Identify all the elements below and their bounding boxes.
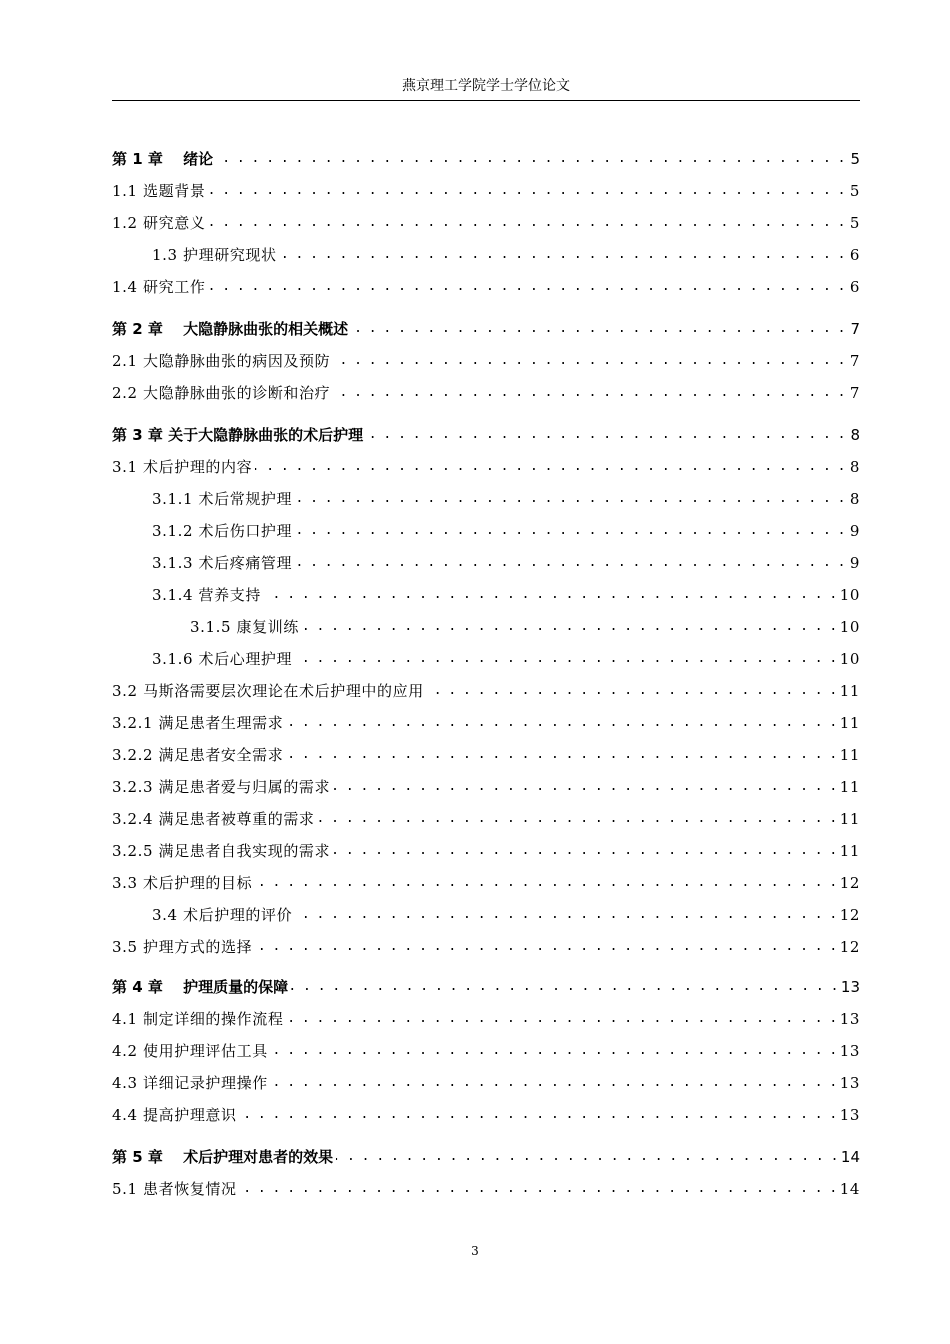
toc-entry-page: 13 xyxy=(839,1106,860,1124)
toc-entry-label: 3.2.2 满足患者安全需求 xyxy=(112,746,284,764)
toc-entry-label: 2.2 大隐静脉曲张的诊断和治疗 xyxy=(112,384,331,402)
toc-leader-dots xyxy=(295,488,845,510)
toc-entry-page: 7 xyxy=(849,384,860,402)
toc-leader-dots xyxy=(427,680,837,702)
toc-entry-label: 1.1 选题背景 xyxy=(112,182,206,200)
toc-entry-page: 6 xyxy=(849,246,860,264)
toc-entry[interactable] xyxy=(112,808,860,830)
toc-entry-label: 3.1.3 术后疼痛管理 xyxy=(152,554,293,572)
toc-entry-label: 第 1 章 绪论 xyxy=(112,150,214,168)
toc-entry-label: 4.1 制定详细的操作流程 xyxy=(112,1010,284,1028)
toc-leader-dots xyxy=(333,382,845,404)
toc-entry-page: 12 xyxy=(839,906,860,924)
toc-entry[interactable] xyxy=(112,520,860,542)
toc-entry[interactable] xyxy=(112,936,860,958)
toc-entry[interactable] xyxy=(112,1040,860,1062)
toc-leader-dots xyxy=(255,936,836,958)
page-header-title: 燕京理工学院学士学位论文 xyxy=(402,78,570,94)
toc-entry-page: 12 xyxy=(839,938,860,956)
toc-entry-label: 第 3 章 关于大隐静脉曲张的术后护理 xyxy=(112,426,364,444)
toc-entry[interactable] xyxy=(112,276,860,298)
toc-entry[interactable] xyxy=(112,244,860,266)
toc-leader-dots xyxy=(333,350,845,372)
toc-entry[interactable] xyxy=(112,584,860,606)
toc-entry-page: 9 xyxy=(849,554,860,572)
toc-entry-page: 14 xyxy=(839,1180,860,1198)
toc-entry-label: 3.3 术后护理的目标 xyxy=(112,874,253,892)
toc-entry-page: 13 xyxy=(839,1042,860,1060)
toc-entry-label: 3.2.5 满足患者自我实现的需求 xyxy=(112,842,331,860)
toc-entry[interactable] xyxy=(112,744,860,766)
toc-entry-page: 11 xyxy=(839,842,860,860)
toc-entry-label: 3.1.1 术后常规护理 xyxy=(152,490,293,508)
toc-leader-dots xyxy=(208,212,845,234)
toc-entry-label: 1.2 研究意义 xyxy=(112,214,206,232)
toc-entry[interactable] xyxy=(112,840,860,862)
toc-entry[interactable] xyxy=(112,1072,860,1094)
toc-entry-page: 12 xyxy=(839,874,860,892)
toc-entry[interactable] xyxy=(112,1146,860,1168)
toc-entry[interactable] xyxy=(112,776,860,798)
toc-entry-page: 5 xyxy=(850,150,860,168)
toc-entry-label: 第 4 章 护理质量的保障 xyxy=(112,978,289,996)
toc-entry[interactable] xyxy=(112,1178,860,1200)
toc-entry[interactable] xyxy=(112,148,860,170)
toc-leader-dots xyxy=(216,148,845,170)
toc-entry[interactable] xyxy=(112,382,860,404)
toc-leader-dots xyxy=(336,1146,838,1168)
toc-leader-dots xyxy=(255,456,845,478)
toc-entry[interactable] xyxy=(112,904,860,926)
toc-leader-dots xyxy=(255,872,836,894)
toc-entry[interactable] xyxy=(112,212,860,234)
toc-entry-page: 11 xyxy=(839,810,860,828)
toc-entry-page: 11 xyxy=(839,682,860,700)
toc-entry[interactable] xyxy=(112,180,860,202)
toc-entry-page: 14 xyxy=(840,1148,860,1166)
toc-entry-label: 3.1.2 术后伤口护理 xyxy=(152,522,293,540)
toc-entry-page: 10 xyxy=(839,618,860,636)
toc-leader-dots xyxy=(295,904,836,926)
toc-leader-dots xyxy=(286,1008,836,1030)
toc-entry[interactable] xyxy=(112,552,860,574)
toc-entry[interactable] xyxy=(112,680,860,702)
toc-entry[interactable] xyxy=(112,488,860,510)
toc-entry-label: 3.2.3 满足患者爱与归属的需求 xyxy=(112,778,331,796)
toc-leader-dots xyxy=(264,584,837,606)
toc-entry-page: 13 xyxy=(839,1010,860,1028)
toc-leader-dots xyxy=(295,552,845,574)
toc-leader-dots xyxy=(271,1040,837,1062)
toc-entry-page: 11 xyxy=(839,714,860,732)
toc-entry-label: 2.1 大隐静脉曲张的病因及预防 xyxy=(112,352,331,370)
toc-entry-page: 8 xyxy=(849,490,860,508)
toc-entry-label: 3.2 马斯洛需要层次理论在术后护理中的应用 xyxy=(112,682,424,700)
toc-leader-dots xyxy=(295,648,837,670)
toc-entry-label: 3.1.4 营养支持 xyxy=(152,586,261,604)
toc-entry-label: 3.1.6 术后心理护理 xyxy=(152,650,293,668)
toc-leader-dots xyxy=(291,976,838,998)
toc-entry-label: 3.1.5 康复训练 xyxy=(190,618,299,636)
toc-entry-label: 4.3 详细记录护理操作 xyxy=(112,1074,268,1092)
toc-entry-label: 5.1 患者恢复情况 xyxy=(112,1180,237,1198)
toc-entry-page: 10 xyxy=(839,650,860,668)
toc-entry[interactable] xyxy=(112,1104,860,1126)
toc-entry-label: 1.3 护理研究现状 xyxy=(152,246,277,264)
toc-entry-label: 1.4 研究工作 xyxy=(112,278,206,296)
toc-entry-page: 9 xyxy=(849,522,860,540)
toc-leader-dots xyxy=(366,424,845,446)
toc-entry-page: 5 xyxy=(849,182,860,200)
toc-entry-label: 3.2.4 满足患者被尊重的需求 xyxy=(112,810,315,828)
toc-entry[interactable] xyxy=(112,976,860,998)
page-number: 3 xyxy=(471,1244,479,1258)
toc-entry[interactable] xyxy=(112,872,860,894)
toc-leader-dots xyxy=(302,616,837,638)
toc-leader-dots xyxy=(333,776,837,798)
toc-entry-page: 8 xyxy=(850,426,860,444)
toc-entry-page: 11 xyxy=(839,746,860,764)
toc-entry-label: 第 5 章 术后护理对患者的效果 xyxy=(112,1148,334,1166)
toc-leader-dots xyxy=(280,244,845,266)
toc-entry-page: 13 xyxy=(839,1074,860,1092)
toc-leader-dots xyxy=(208,276,845,298)
toc-leader-dots xyxy=(271,1072,837,1094)
toc-leader-dots xyxy=(286,744,836,766)
toc-entry[interactable] xyxy=(112,648,860,670)
toc-entry[interactable] xyxy=(112,318,860,340)
toc-entry-page: 13 xyxy=(840,978,860,996)
toc-entry-page: 5 xyxy=(849,214,860,232)
toc-entry[interactable] xyxy=(112,616,860,638)
toc-entry-label: 3.1 术后护理的内容 xyxy=(112,458,253,476)
toc-entry-label: 3.5 护理方式的选择 xyxy=(112,938,253,956)
toc-leader-dots xyxy=(208,180,845,202)
toc-entry-label: 4.4 提高护理意识 xyxy=(112,1106,237,1124)
toc-entry[interactable] xyxy=(112,1008,860,1030)
toc-entry-page: 8 xyxy=(849,458,860,476)
toc-entry-page: 7 xyxy=(849,352,860,370)
toc-entry[interactable] xyxy=(112,712,860,734)
toc-leader-dots xyxy=(351,318,845,340)
toc-leader-dots xyxy=(240,1178,837,1200)
toc-leader-dots xyxy=(333,840,837,862)
toc-entry-page: 11 xyxy=(839,778,860,796)
toc-leader-dots xyxy=(295,520,845,542)
toc-entry-label: 3.2.1 满足患者生理需求 xyxy=(112,714,284,732)
toc-leader-dots xyxy=(318,808,837,830)
toc-entry-page: 7 xyxy=(850,320,860,338)
toc-entry-label: 3.4 术后护理的评价 xyxy=(152,906,293,924)
toc-entry-page: 10 xyxy=(839,586,860,604)
toc-entry-label: 4.2 使用护理评估工具 xyxy=(112,1042,268,1060)
toc-entry[interactable] xyxy=(112,424,860,446)
toc-entry[interactable] xyxy=(112,350,860,372)
toc-entry[interactable] xyxy=(112,456,860,478)
toc-leader-dots xyxy=(286,712,836,734)
header-rule xyxy=(112,100,860,101)
toc-entry-page: 6 xyxy=(849,278,860,296)
toc-leader-dots xyxy=(240,1104,837,1126)
toc-entry-label: 第 2 章 大隐静脉曲张的相关概述 xyxy=(112,320,349,338)
